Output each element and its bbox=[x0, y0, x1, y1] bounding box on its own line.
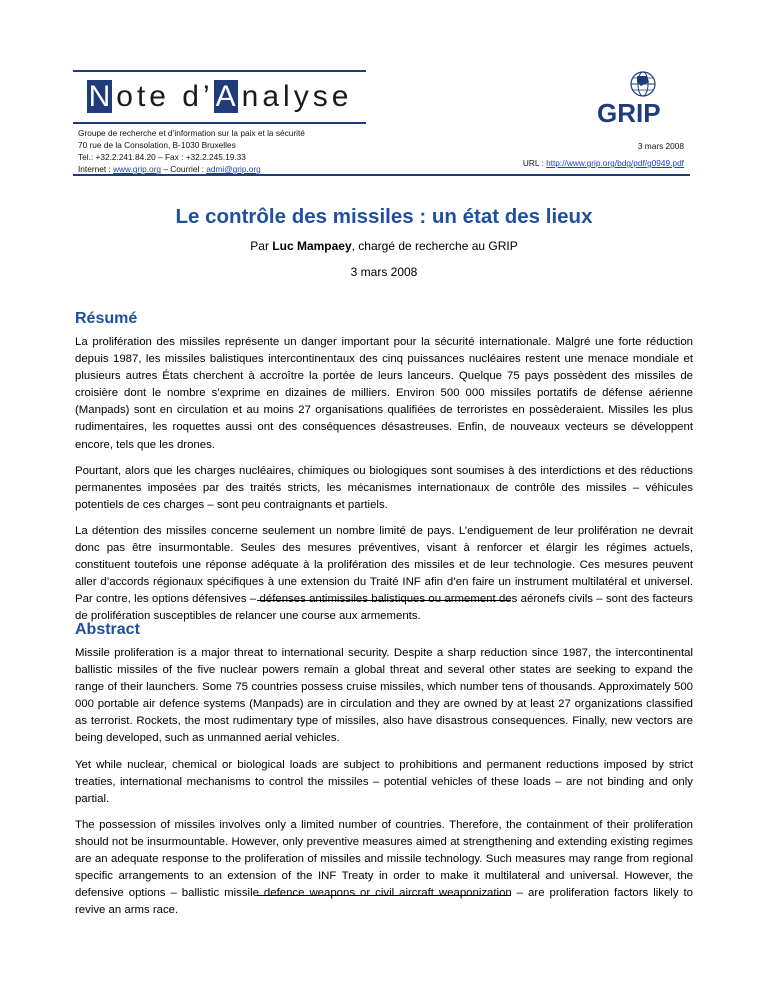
author-name: Luc Mampaey bbox=[272, 239, 352, 253]
grip-logo-text: GRIP bbox=[597, 98, 661, 128]
abstract-section bbox=[75, 621, 693, 928]
globe-icon bbox=[631, 72, 655, 96]
org-line: 70 rue de la Consolation, B-1030 Bruxelles bbox=[78, 140, 236, 150]
document-url-link[interactable]: http://www.grip.org/bdg/pdf/g0949.pdf bbox=[546, 158, 684, 168]
document-header bbox=[73, 70, 690, 180]
org-line: Groupe de recherche et d’information sur la paix et la sécurité bbox=[78, 128, 305, 138]
resume-paragraph: La détention des missiles concerne seulement un nombre limité de pays. L’endiguement de leur prolifération ne devrait donc pas être insurmontable. Seules des mesures préventives, visant à renforcer et élargir les régimes actuels, constituent toutefois une réponse adéquate à la prolifération des missiles et de leur technologie. Ces mesures peuvent aller d’accords régionaux spécifiques à une extension du Traité INF afin d’en faire un instrument multilatéral et universel. Par contre, les options défensives – défenses antimissiles balistiques ou armement des aéronefs civils – sont des facteurs de prolifération susceptibles de relancer une course aux armements. bbox=[75, 524, 693, 623]
website-link[interactable]: www.grip.org bbox=[113, 164, 162, 174]
byline: Par Luc Mampaey, chargé de recherche au GRIP bbox=[250, 239, 518, 253]
email-link[interactable]: admi@grip.org bbox=[206, 164, 261, 174]
abstract-paragraph: Yet while nuclear, chemical or biological loads are subject to prohibitions and permanent reductions imposed by strict treaties, international mechanisms to control the missiles – potential vehicles of these loads – are not binding and only partial. bbox=[75, 758, 693, 805]
abstract-paragraph: Missile proliferation is a major threat to international security. Despite a sharp reduction since 1987, the intercontinental ballistic missiles of the five nuclear powers remain a global threat and several other states are seeking to expand the range of their launchers. Some 75 countries possess cruise missiles, which number tens of thousands. Approximately 500 000 portable air defence systems (Manpads) are in circulation and they are owned by at least 27 organizations classified as terrorist. Rockets, the most rudimentary type of missiles, also have disastrous consequences. Finally, new vectors are being developed, such as unmanned aerial vehicles. bbox=[75, 647, 693, 745]
abstract-heading: Abstract bbox=[75, 621, 140, 638]
resume-paragraph: La prolifération des missiles représente un danger important pour la sécurité internationale. Malgré une forte réduction depuis 1987, les missiles balistiques intercontinentaux des cinq puissances nucléaires restent une menace mondiale et plusieurs autres États cherchent à accroître la portée de leurs lanceurs. Quelque 75 pays possèdent des missiles de croisière dont le nombre s’exprime en dizaines de milliers. Environ 500 000 missiles portatifs de défense aérienne (Manpads) sont en circulation et au moins 27 organisations qualifiées de terroristes en possèderaient. Missiles les plus rudimentaires, les roquettes aussi ont des conséquences désastreuses. Enfin, de nouveaux vecteurs se développent encore, tels que les drones. bbox=[75, 336, 693, 451]
org-contact-line: Internet : www.grip.org – Courriel : admi@grip.org bbox=[78, 164, 261, 174]
resume-paragraph: Pourtant, alors que les charges nucléaires, chimiques ou biologiques sont soumises à des interdictions et des réductions permanentes imposées par des traités stricts, les mécanismes internationaux de contrôle des missiles – véhicules potentiels de ces charges – sont peu contraignants et partiels. bbox=[75, 464, 693, 511]
section-separator bbox=[257, 895, 511, 896]
note-analyse-title: N ote d’A nalyse bbox=[88, 80, 353, 113]
org-address-block bbox=[78, 127, 368, 175]
resume-heading: Résumé bbox=[75, 310, 138, 327]
article-title: Le contrôle des missiles : un état des lieux bbox=[175, 205, 593, 228]
header-url-line: URL : http://www.grip.org/bdg/pdf/g0949.pdf bbox=[522, 158, 684, 168]
note-analyse-title-box bbox=[73, 70, 366, 124]
resume-section bbox=[75, 310, 693, 635]
section-separator bbox=[257, 600, 511, 601]
header-date: 3 mars 2008 bbox=[637, 141, 684, 151]
org-line: Tel.: +32.2.241.84.20 – Fax : +32.2.245.19.33 bbox=[78, 152, 246, 162]
publication-date: 3 mars 2008 bbox=[350, 265, 418, 279]
header-divider bbox=[73, 174, 690, 176]
grip-logo bbox=[593, 70, 673, 130]
abstract-paragraph: The possession of missiles involves only a limited number of countries. Therefore, the containment of their proliferation should not be insurmountable. However, only preventive measures aimed at strengthening and extending existing regimes are an adequate response to the proliferation of missiles and missile technology. Such measures may range from regional specific arrangements to an extension of the INF Treaty in order to make it multilateral and universal. However, the defensive options – ballistic missile defence weapons or civil aircraft weaponization – are proliferation factors likely to revive an arms race. bbox=[75, 818, 693, 917]
